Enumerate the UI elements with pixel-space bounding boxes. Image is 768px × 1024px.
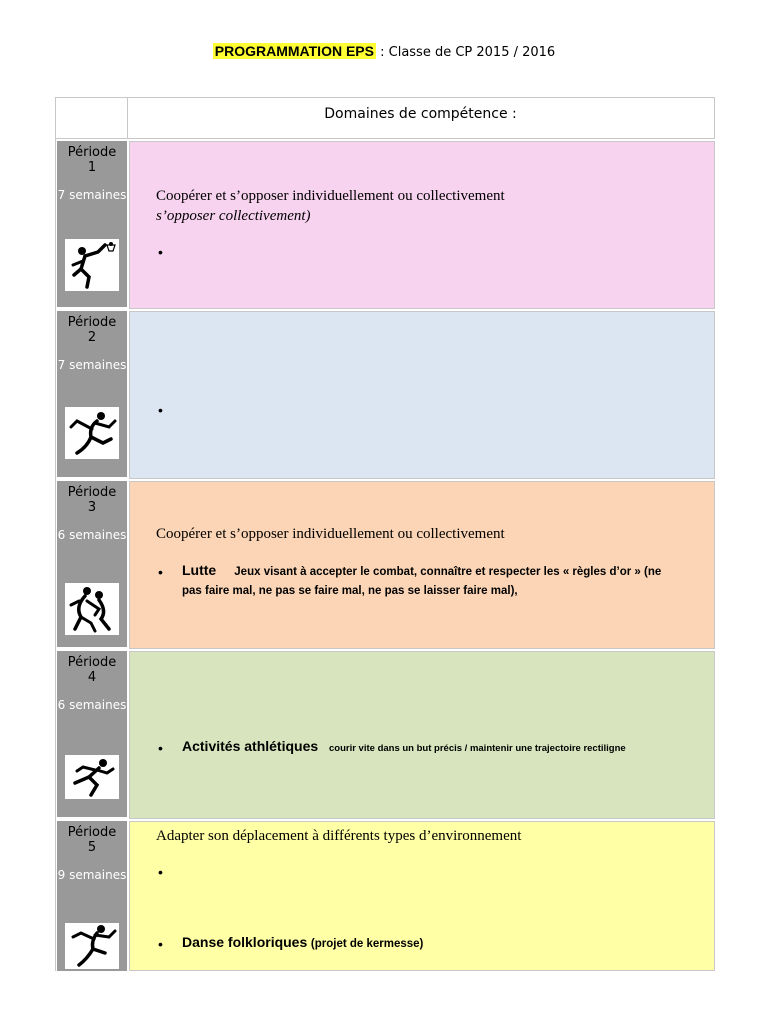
period-name: Période: [67, 145, 117, 160]
period-label-cell: [57, 311, 127, 477]
period-name: Période: [67, 485, 117, 500]
basketball-player-icon: [65, 239, 119, 291]
activity-title: Danse folkloriques: [182, 934, 308, 950]
title-highlight: PROGRAMMATION EPS: [214, 43, 374, 59]
period-weeks: 6 semaines: [57, 528, 127, 542]
bullet-point: •: [158, 244, 163, 260]
period-weeks: 7 semaines: [57, 358, 127, 372]
gymnast-icon: [65, 407, 119, 459]
activity-description: courir vite dans un but précis / maintenir une trajectoire rectiligne: [329, 743, 626, 754]
activity-text: [182, 934, 702, 953]
domain-text: Coopérer et s’opposer individuellement ou collectivement: [156, 526, 505, 542]
activity-title: Lutte: [182, 562, 217, 578]
period-content-cell: [129, 481, 715, 649]
bullet-point: •: [158, 740, 163, 756]
dancer-icon: [65, 923, 119, 969]
activity-description-cont: pas faire mal, ne pas se faire mal, ne pas se laisser faire mal),: [182, 585, 518, 597]
page-title: [0, 43, 768, 60]
runner-icon: [65, 755, 119, 799]
period-weeks: 9 semaines: [57, 868, 127, 882]
bullet-point: •: [158, 864, 163, 880]
activity-text: [182, 738, 712, 757]
bullet-point: •: [158, 402, 163, 418]
table-header-row: [56, 97, 715, 139]
period-number: 1: [87, 160, 97, 175]
wrestling-icon: [65, 583, 119, 635]
period-label-cell: [57, 141, 127, 307]
period-row-5: [56, 819, 715, 971]
activity-text: [182, 562, 702, 600]
domain-text: Adapter son déplacement à différents types d’environnement: [156, 828, 522, 844]
period-content-cell: [129, 821, 715, 971]
period-row-3: [56, 479, 715, 649]
period-number: 3: [87, 500, 97, 515]
domain-header: Domaines de compétence :: [324, 106, 517, 122]
programme-table: [55, 97, 714, 971]
period-number: 2: [87, 330, 97, 345]
header-empty-cell: [56, 98, 128, 138]
period-name: Période: [67, 825, 117, 840]
activity-title: Activités athlétiques: [182, 738, 319, 754]
period-content-cell: [129, 651, 715, 819]
period-label-cell: [57, 821, 127, 971]
period-content-cell: [129, 311, 715, 479]
period-row-1: [56, 139, 715, 309]
domain-subtext: s’opposer collectivement): [156, 208, 311, 224]
period-name: Période: [67, 315, 117, 330]
bullet-point: •: [158, 564, 163, 580]
period-row-2: [56, 309, 715, 479]
period-weeks: 7 semaines: [57, 188, 127, 202]
period-label-cell: [57, 481, 127, 647]
title-class-year: : Classe de CP 2015 / 2016: [375, 45, 556, 60]
period-row-4: [56, 649, 715, 819]
activity-description: Jeux visant à accepter le combat, connaître et respecter les « règles d’or » (ne: [234, 566, 662, 578]
period-weeks: 6 semaines: [57, 698, 127, 712]
period-number: 4: [87, 670, 97, 685]
activity-description: (projet de kermesse): [310, 938, 424, 950]
period-name: Période: [67, 655, 117, 670]
period-content-cell: [129, 141, 715, 309]
period-label-cell: [57, 651, 127, 817]
period-number: 5: [87, 840, 97, 855]
bullet-point: •: [158, 936, 163, 952]
domain-text: Coopérer et s’opposer individuellement ou collectivement: [156, 188, 505, 204]
